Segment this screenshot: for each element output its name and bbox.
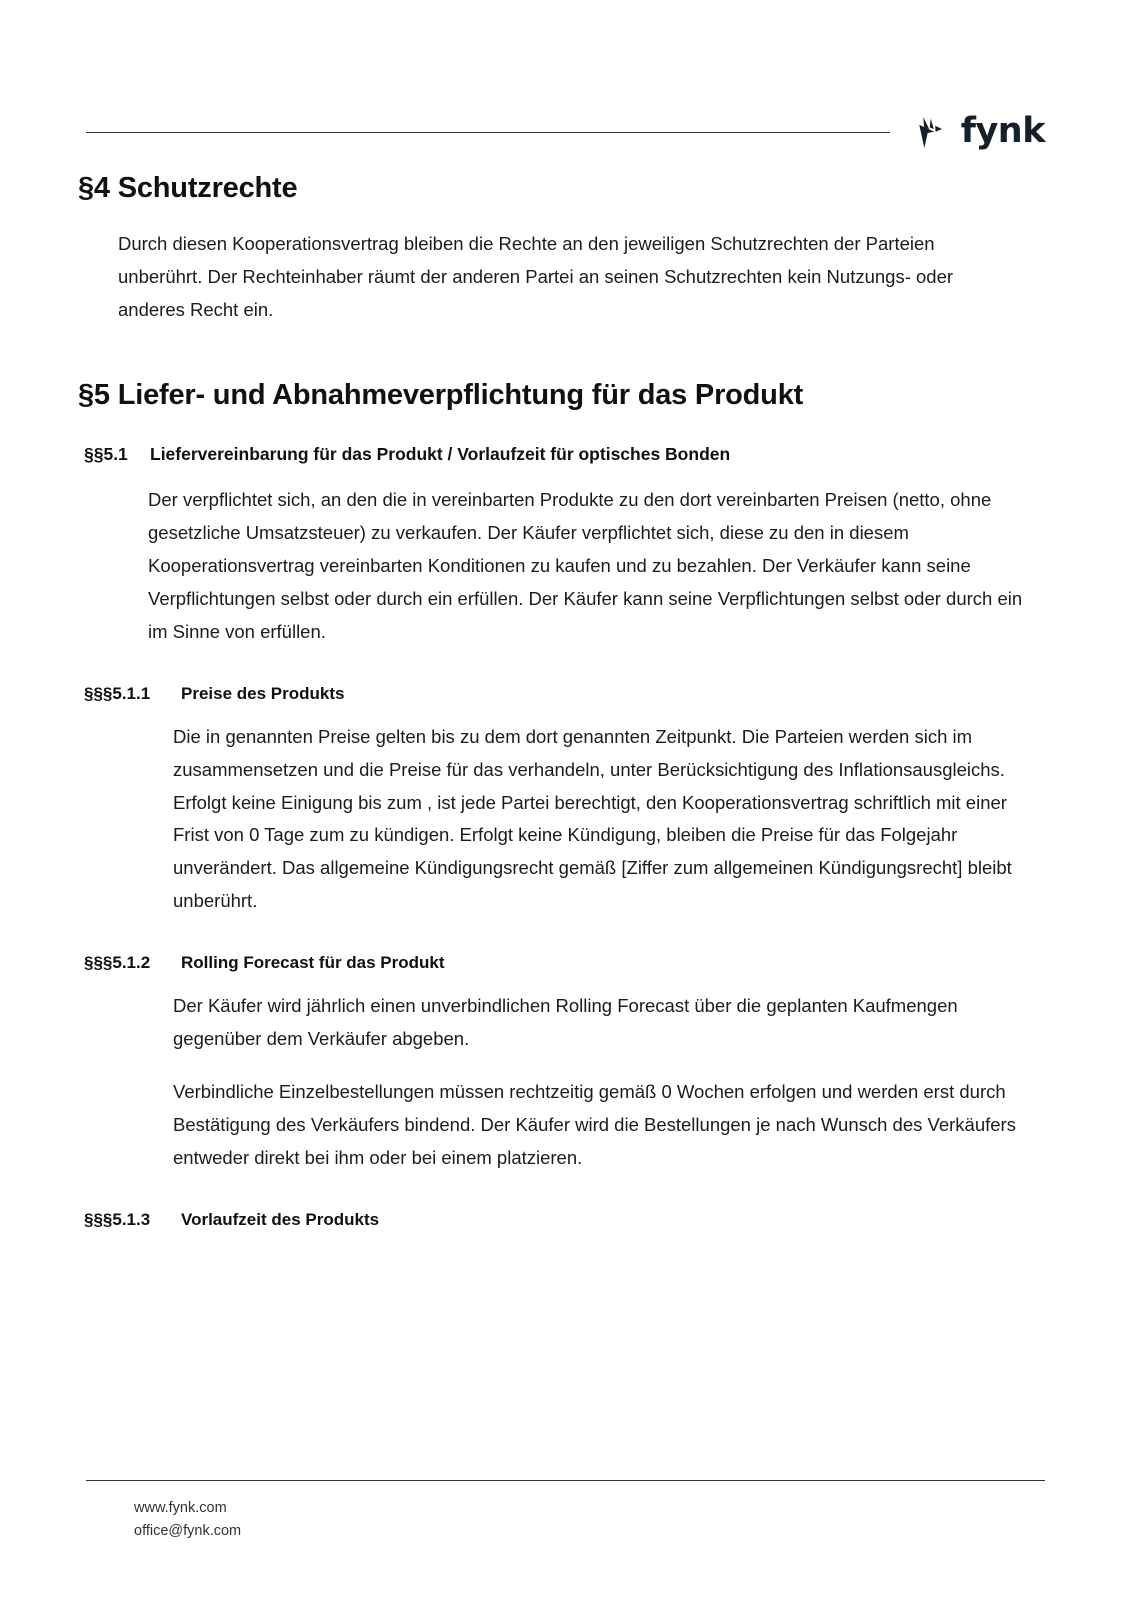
brand-wordmark: fynk bbox=[960, 110, 1045, 151]
subsubsection-title-5-1-3: Vorlaufzeit des Produkts bbox=[181, 1209, 380, 1229]
subsubsection-5-1-1 bbox=[78, 683, 1053, 919]
subsection-heading-5-1 bbox=[78, 443, 1053, 466]
header-divider bbox=[86, 132, 890, 133]
subsubsection-heading-5-1-1 bbox=[78, 683, 1053, 705]
subsubsection-title-5-1-1: Preise des Produkts bbox=[181, 683, 345, 703]
section-heading-4: §4 Schutzrechte bbox=[78, 172, 298, 204]
section-4-paragraph-1: Durch diesen Kooperationsvertrag bleiben die Rechte an den jeweiligen Schutzrechten der Parteien unberührt. Der Rechteinhaber räumt der anderen Partei an seinen Schutzrechten kein Nutzungs- oder anderes Recht ein. bbox=[118, 233, 954, 321]
footer-divider bbox=[86, 1480, 1045, 1481]
subsubsection-heading-5-1-2 bbox=[78, 952, 1053, 974]
subsubsection-heading-5-1-3 bbox=[78, 1209, 1053, 1231]
subsection-5-1 bbox=[78, 443, 1053, 648]
fynk-origami-bird-icon bbox=[912, 113, 952, 153]
subsubsection-5-1-2-paragraph-1: Der Käufer wird jährlich einen unverbindlichen Rolling Forecast über die geplanten Kaufmengen gegenüber dem Verkäufer abgeben. bbox=[173, 995, 958, 1050]
fynk-logo bbox=[912, 110, 1045, 153]
subsection-5-1-paragraph-1: Der verpflichtet sich, an den die in vereinbarten Produkte zu den dort vereinbarten Preisen (netto, ohne gesetzliche Umsatzsteuer) zu verkaufen. Der Käufer verpflichtet sich, diese zu den in diesem Kooperationsvertrag vereinbarten Konditionen zu kaufen und zu bezahlen. Der Verkäufer kann seine Verpflichtungen selbst oder durch ein erfüllen. Der Käufer kann seine Verpflichtungen selbst oder durch ein im Sinne von erfüllen. bbox=[148, 489, 1023, 642]
footer-email[interactable]: office@fynk.com bbox=[134, 1522, 242, 1539]
page-footer bbox=[86, 1480, 1045, 1542]
document-body bbox=[78, 170, 1053, 1265]
subsubsection-5-1-2-paragraph-2: Verbindliche Einzelbestellungen müssen rechtzeitig gemäß 0 Wochen erfolgen und werden erst durch Bestätigung des Verkäufers bindend. Der Käufer wird die Bestellungen je nach Wunsch des Verkäufers entweder direkt bei ihm oder bei einem platzieren. bbox=[173, 1081, 1016, 1169]
section-heading-5: §5 Liefer- und Abnahmeverpflichtung für das Produkt bbox=[78, 379, 804, 412]
subsubsection-number-5-1-2: §§§5.1.2 bbox=[84, 953, 151, 973]
subsubsection-5-1-3 bbox=[78, 1209, 1053, 1231]
subsection-title-5-1: Liefervereinbarung für das Produkt / Vorlaufzeit für optisches Bonden bbox=[150, 444, 731, 465]
subsection-number-5-1: §§5.1 bbox=[84, 444, 128, 465]
subsubsection-5-1-2 bbox=[78, 952, 1053, 1175]
section-4 bbox=[78, 170, 1053, 327]
subsubsection-number-5-1-1: §§§5.1.1 bbox=[84, 683, 151, 703]
subsubsection-title-5-1-2: Rolling Forecast für das Produkt bbox=[181, 953, 445, 973]
footer-contact bbox=[86, 1497, 1045, 1542]
page-header bbox=[86, 103, 1045, 163]
footer-website[interactable]: www.fynk.com bbox=[134, 1500, 227, 1517]
subsubsection-number-5-1-3: §§§5.1.3 bbox=[84, 1209, 151, 1229]
subsubsection-5-1-1-paragraph-1: Die in genannten Preise gelten bis zu dem dort genannten Zeitpunkt. Die Parteien werden sich im zusammensetzen und die Preise für das verhandeln, unter Berücksichtigung des Inflationsausgleichs. Erfolgt keine Einigung bis zum , ist jede Partei berechtigt, den Kooperationsvertrag schriftlich mit einer Frist von 0 Tage zum zu kündigen. Erfolgt keine Kündigung, bleiben die Preise für das Folgejahr unverändert. Das allgemeine Kündigungsrecht gemäß [Ziffer zum allgemeinen Kündigungsrecht] bleibt unberührt. bbox=[173, 725, 1012, 912]
section-5 bbox=[78, 377, 1053, 1231]
